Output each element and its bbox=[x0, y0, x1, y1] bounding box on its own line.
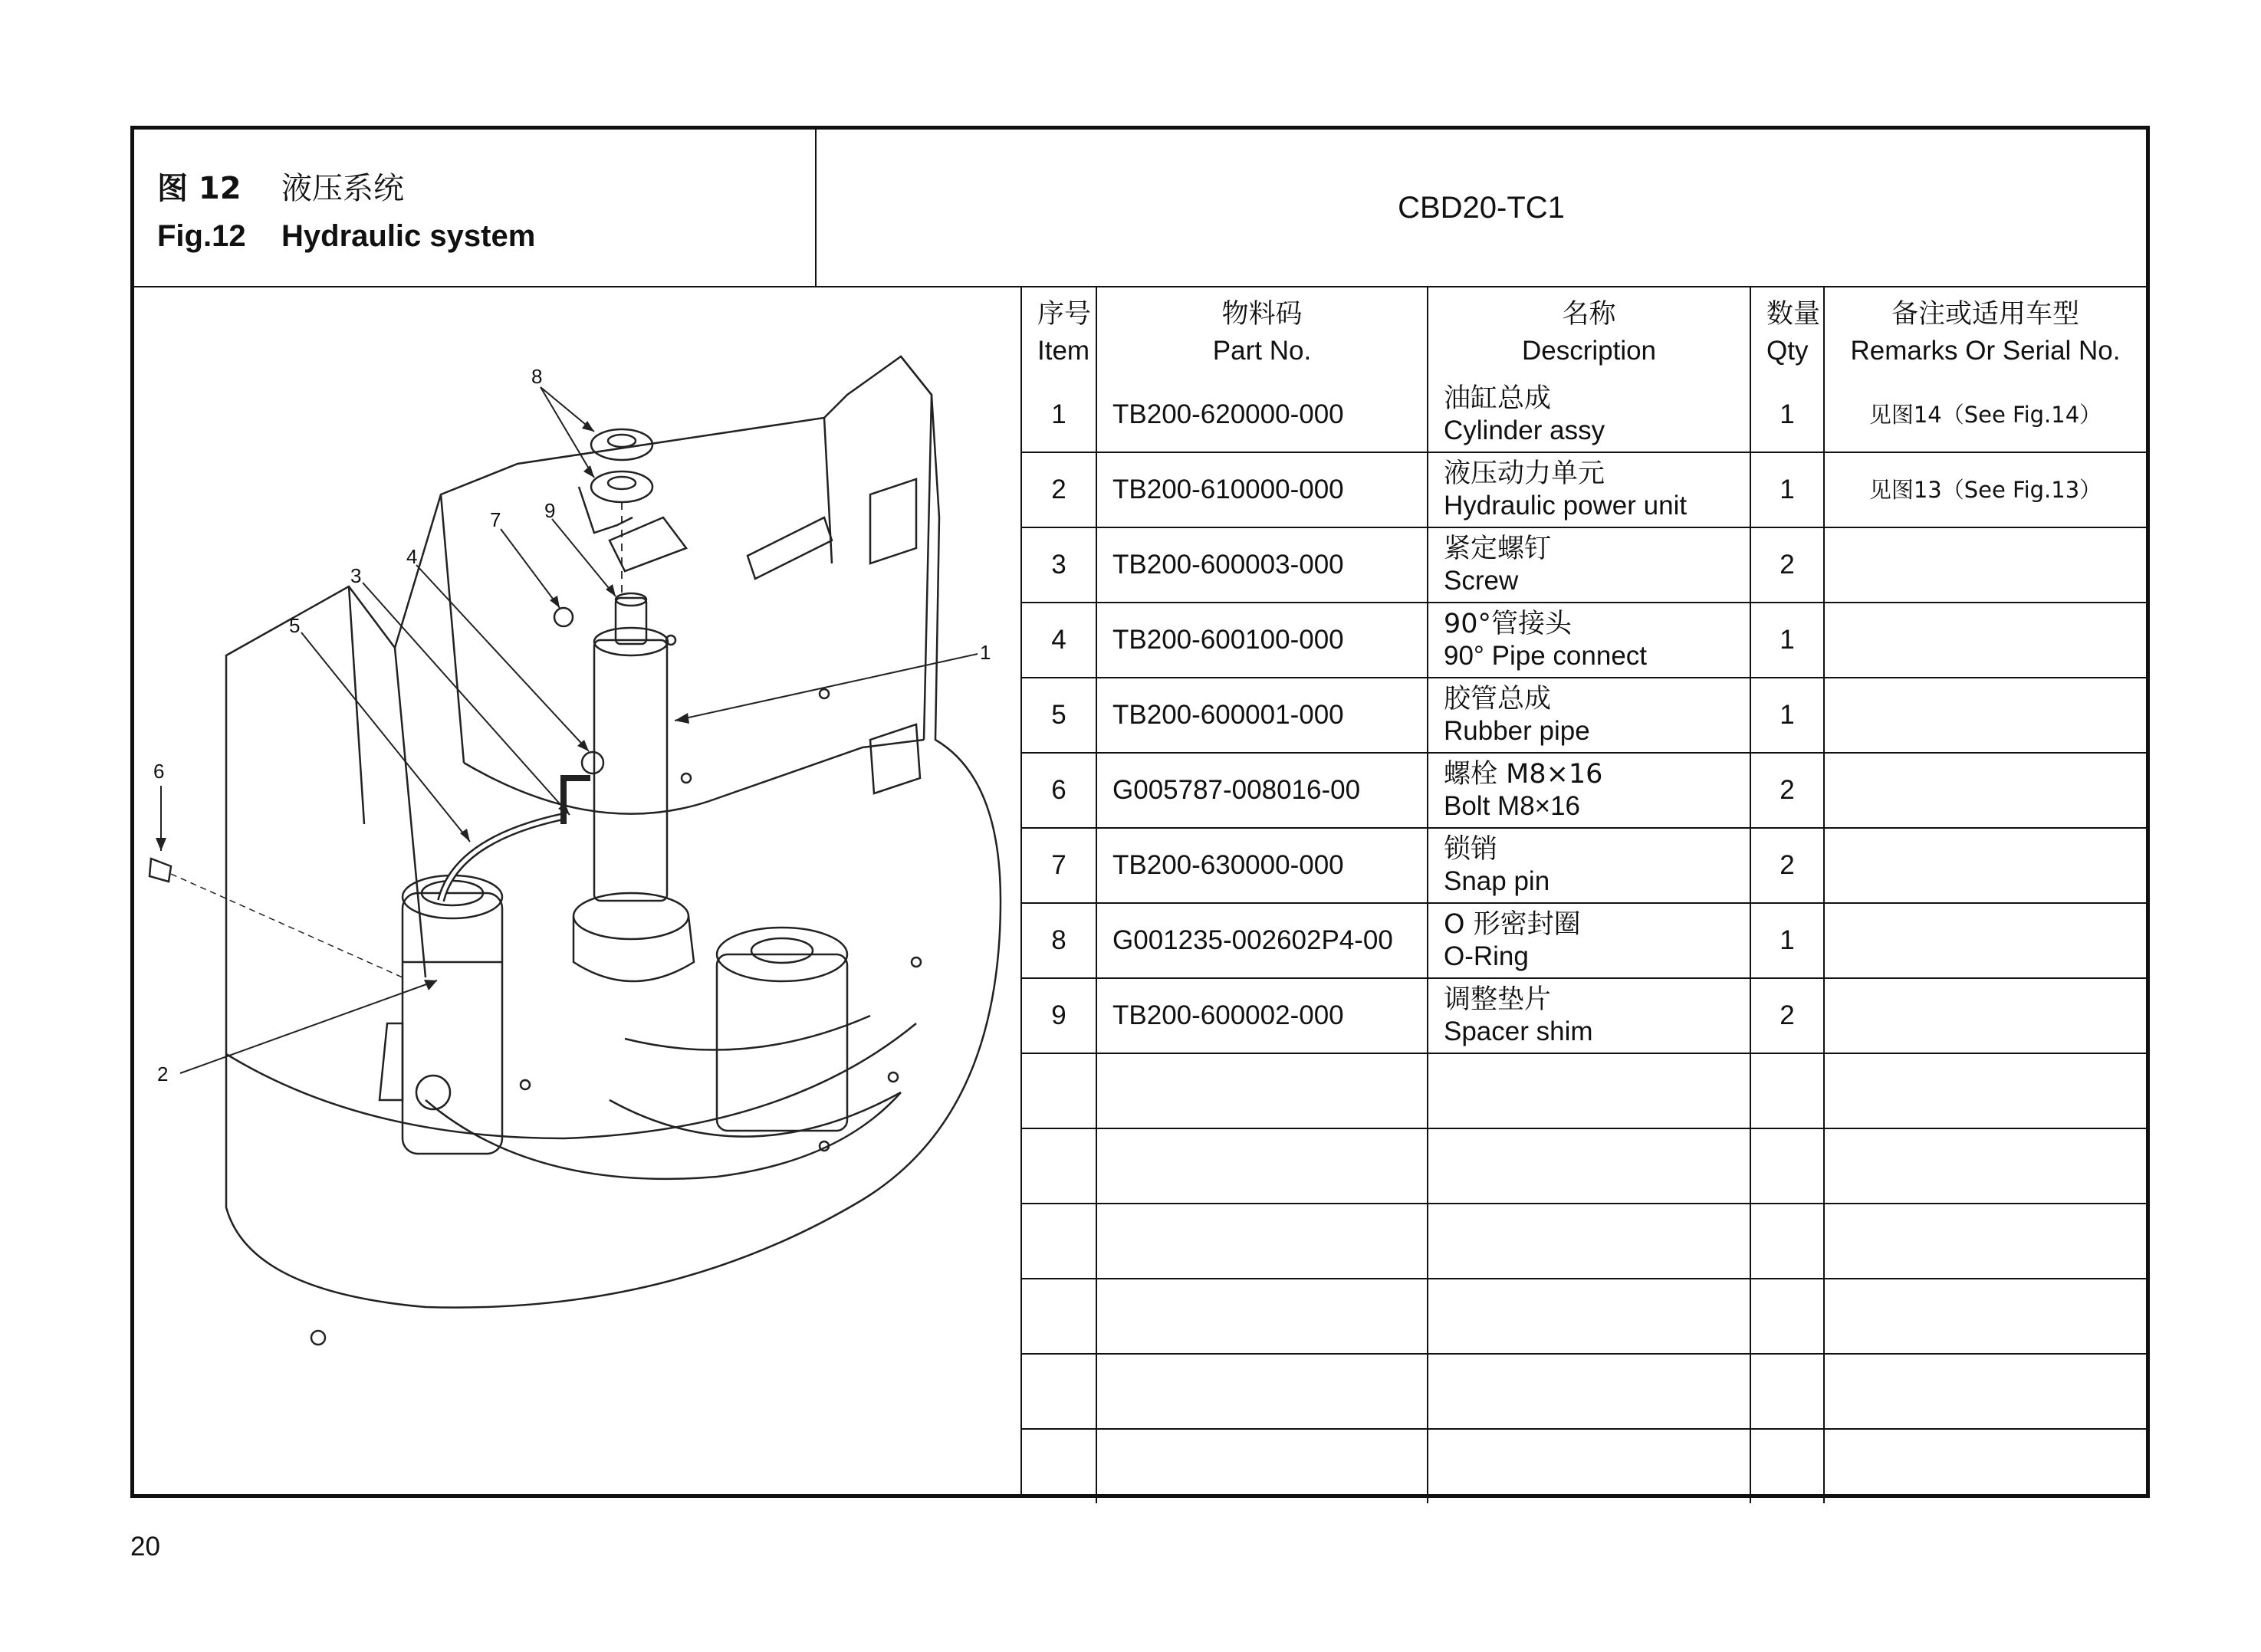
description-zh: 锁销 bbox=[1444, 834, 1498, 865]
title-zh-line bbox=[157, 165, 815, 212]
remarks-cell bbox=[1824, 978, 2146, 1053]
item-number: 2 bbox=[1051, 475, 1066, 504]
item-cell bbox=[1022, 603, 1096, 678]
callout-9: 9 bbox=[544, 499, 556, 522]
empty-table-row bbox=[1022, 1429, 2146, 1503]
description-cell bbox=[1428, 828, 1750, 903]
part-number: TB200-600001-000 bbox=[1112, 700, 1344, 730]
figure-number-en: Fig.12 bbox=[157, 219, 246, 253]
empty-cell bbox=[1750, 1429, 1824, 1503]
quantity: 1 bbox=[1780, 475, 1795, 504]
part-no-cell bbox=[1096, 978, 1428, 1053]
table-row bbox=[1022, 753, 2146, 828]
callout-8: 8 bbox=[531, 365, 543, 388]
part-no-cell bbox=[1096, 603, 1428, 678]
remarks-cell bbox=[1824, 903, 2146, 978]
item-cell bbox=[1022, 452, 1096, 527]
quantity: 2 bbox=[1780, 850, 1795, 880]
quantity: 2 bbox=[1780, 1000, 1795, 1030]
description-en: 90° Pipe connect bbox=[1444, 641, 1648, 671]
empty-cell bbox=[1824, 1279, 2146, 1354]
model-header bbox=[817, 130, 2146, 287]
item-number: 9 bbox=[1051, 1000, 1066, 1030]
item-number: 6 bbox=[1051, 775, 1066, 805]
part-number: TB200-600003-000 bbox=[1112, 550, 1344, 580]
description-cell bbox=[1428, 452, 1750, 527]
table-row bbox=[1022, 903, 2146, 978]
empty-cell bbox=[1824, 1053, 2146, 1128]
empty-cell bbox=[1750, 1204, 1824, 1279]
title-en: Hydraulic system bbox=[281, 219, 536, 253]
part-number: G001235-002602P4-00 bbox=[1112, 925, 1393, 955]
callout-1: 1 bbox=[980, 641, 991, 664]
qty-cell bbox=[1750, 978, 1824, 1053]
qty-cell bbox=[1750, 753, 1824, 828]
empty-cell bbox=[1750, 1128, 1824, 1204]
callout-4: 4 bbox=[406, 545, 418, 568]
remarks: 见图14（See Fig.14） bbox=[1868, 402, 2102, 428]
empty-cell bbox=[1096, 1354, 1428, 1429]
hydraulic-system-drawing bbox=[134, 287, 1020, 1494]
empty-cell bbox=[1428, 1128, 1750, 1204]
empty-cell bbox=[1022, 1204, 1096, 1279]
qty-cell bbox=[1750, 678, 1824, 753]
empty-cell bbox=[1096, 1128, 1428, 1204]
col-header-remarks: 备注或适用车型 Remarks Or Serial No. bbox=[1824, 287, 2146, 378]
description-cell bbox=[1428, 527, 1750, 603]
col-header-part-no: 物料码 Part No. bbox=[1096, 287, 1428, 378]
description-zh: 螺栓 M8×16 bbox=[1444, 759, 1603, 790]
description-en: Spacer shim bbox=[1444, 1016, 1593, 1046]
item-cell bbox=[1022, 527, 1096, 603]
empty-cell bbox=[1096, 1429, 1428, 1503]
quantity: 1 bbox=[1780, 925, 1795, 955]
table-header-row bbox=[1022, 287, 2146, 378]
figure-title-block bbox=[134, 130, 817, 287]
empty-cell bbox=[1428, 1053, 1750, 1128]
empty-cell bbox=[1022, 1128, 1096, 1204]
remarks-cell bbox=[1824, 828, 2146, 903]
remarks-cell bbox=[1824, 452, 2146, 527]
description-zh: 液压动力单元 bbox=[1444, 458, 1605, 489]
title-en-line bbox=[157, 212, 815, 260]
empty-cell bbox=[1022, 1429, 1096, 1503]
item-number: 3 bbox=[1051, 550, 1066, 580]
part-number: TB200-600100-000 bbox=[1112, 625, 1344, 655]
item-number: 1 bbox=[1051, 399, 1066, 429]
item-number: 7 bbox=[1051, 850, 1066, 880]
empty-cell bbox=[1022, 1354, 1096, 1429]
qty-cell bbox=[1750, 452, 1824, 527]
description-en: Rubber pipe bbox=[1444, 716, 1590, 746]
table-body bbox=[1022, 378, 2146, 1503]
table-row bbox=[1022, 678, 2146, 753]
quantity: 2 bbox=[1780, 550, 1795, 580]
item-number: 5 bbox=[1051, 700, 1066, 730]
description-zh: 紧定螺钉 bbox=[1444, 534, 1552, 564]
model-name: CBD20-TC1 bbox=[1398, 190, 1565, 225]
callout-2: 2 bbox=[157, 1062, 169, 1085]
description-en: Screw bbox=[1444, 566, 1519, 596]
table-row bbox=[1022, 603, 2146, 678]
quantity: 1 bbox=[1780, 625, 1795, 655]
empty-table-row bbox=[1022, 1279, 2146, 1354]
remarks-cell bbox=[1824, 678, 2146, 753]
empty-cell bbox=[1096, 1279, 1428, 1354]
description-zh: 90°管接头 bbox=[1444, 609, 1573, 639]
empty-cell bbox=[1428, 1279, 1750, 1354]
item-cell bbox=[1022, 903, 1096, 978]
part-number: TB200-600002-000 bbox=[1112, 1000, 1344, 1030]
col-header-description: 名称 Description bbox=[1428, 287, 1750, 378]
table-row bbox=[1022, 452, 2146, 527]
item-cell bbox=[1022, 378, 1096, 452]
remarks-cell bbox=[1824, 527, 2146, 603]
empty-table-row bbox=[1022, 1204, 2146, 1279]
table-row bbox=[1022, 978, 2146, 1053]
description-cell bbox=[1428, 753, 1750, 828]
item-cell bbox=[1022, 678, 1096, 753]
part-number: TB200-630000-000 bbox=[1112, 850, 1344, 880]
empty-cell bbox=[1750, 1354, 1824, 1429]
description-cell bbox=[1428, 603, 1750, 678]
item-cell bbox=[1022, 978, 1096, 1053]
callout-7: 7 bbox=[490, 508, 501, 531]
qty-cell bbox=[1750, 603, 1824, 678]
col-header-item: 序号 Item bbox=[1022, 287, 1096, 378]
description-cell bbox=[1428, 378, 1750, 452]
description-zh: O 形密封圈 bbox=[1444, 909, 1581, 940]
empty-cell bbox=[1824, 1204, 2146, 1279]
empty-cell bbox=[1428, 1354, 1750, 1429]
part-number: TB200-620000-000 bbox=[1112, 399, 1344, 429]
description-en: Hydraulic power unit bbox=[1444, 491, 1688, 521]
qty-cell bbox=[1750, 903, 1824, 978]
description-cell bbox=[1428, 678, 1750, 753]
item-cell bbox=[1022, 753, 1096, 828]
remarks-cell bbox=[1824, 378, 2146, 452]
quantity: 1 bbox=[1780, 700, 1795, 730]
empty-cell bbox=[1022, 1279, 1096, 1354]
empty-cell bbox=[1428, 1204, 1750, 1279]
exploded-diagram bbox=[134, 287, 1022, 1494]
remarks-cell bbox=[1824, 753, 2146, 828]
empty-cell bbox=[1096, 1204, 1428, 1279]
remarks: 见图13（See Fig.13） bbox=[1868, 477, 2102, 503]
title-zh: 液压系统 bbox=[281, 171, 404, 206]
figure-number-zh: 图 12 bbox=[157, 171, 242, 206]
callout-5: 5 bbox=[289, 614, 301, 637]
part-no-cell bbox=[1096, 527, 1428, 603]
col-header-qty: 数量 Qty bbox=[1750, 287, 1824, 378]
description-cell bbox=[1428, 903, 1750, 978]
parts-table bbox=[1022, 287, 2146, 1503]
item-number: 4 bbox=[1051, 625, 1066, 655]
quantity: 1 bbox=[1780, 399, 1795, 429]
quantity: 2 bbox=[1780, 775, 1795, 805]
empty-cell bbox=[1096, 1053, 1428, 1128]
remarks-cell bbox=[1824, 603, 2146, 678]
description-en: Cylinder assy bbox=[1444, 415, 1605, 445]
table-row bbox=[1022, 527, 2146, 603]
part-no-cell bbox=[1096, 903, 1428, 978]
description-en: Snap pin bbox=[1444, 866, 1550, 896]
empty-cell bbox=[1750, 1279, 1824, 1354]
item-number: 8 bbox=[1051, 925, 1066, 955]
description-en: Bolt M8×16 bbox=[1444, 791, 1581, 821]
qty-cell bbox=[1750, 828, 1824, 903]
empty-cell bbox=[1428, 1429, 1750, 1503]
part-number: G005787-008016-00 bbox=[1112, 775, 1361, 805]
empty-cell bbox=[1824, 1354, 2146, 1429]
table-row bbox=[1022, 378, 2146, 452]
empty-table-row bbox=[1022, 1053, 2146, 1128]
callout-6: 6 bbox=[153, 760, 165, 783]
empty-cell bbox=[1824, 1429, 2146, 1503]
empty-cell bbox=[1750, 1053, 1824, 1128]
part-number: TB200-610000-000 bbox=[1112, 475, 1344, 504]
page-number: 20 bbox=[130, 1532, 160, 1562]
part-no-cell bbox=[1096, 452, 1428, 527]
parts-sheet bbox=[130, 126, 2150, 1498]
description-zh: 油缸总成 bbox=[1444, 383, 1552, 414]
description-en: O-Ring bbox=[1444, 941, 1529, 971]
part-no-cell bbox=[1096, 678, 1428, 753]
description-zh: 调整垫片 bbox=[1444, 984, 1552, 1015]
part-no-cell bbox=[1096, 753, 1428, 828]
callout-3: 3 bbox=[350, 564, 362, 587]
part-no-cell bbox=[1096, 378, 1428, 452]
description-zh: 胶管总成 bbox=[1444, 684, 1552, 714]
qty-cell bbox=[1750, 527, 1824, 603]
part-no-cell bbox=[1096, 828, 1428, 903]
empty-cell bbox=[1824, 1128, 2146, 1204]
parts-table-container bbox=[1022, 287, 2146, 1494]
qty-cell bbox=[1750, 378, 1824, 452]
empty-table-row bbox=[1022, 1128, 2146, 1204]
empty-table-row bbox=[1022, 1354, 2146, 1429]
empty-cell bbox=[1022, 1053, 1096, 1128]
table-row bbox=[1022, 828, 2146, 903]
item-cell bbox=[1022, 828, 1096, 903]
description-cell bbox=[1428, 978, 1750, 1053]
